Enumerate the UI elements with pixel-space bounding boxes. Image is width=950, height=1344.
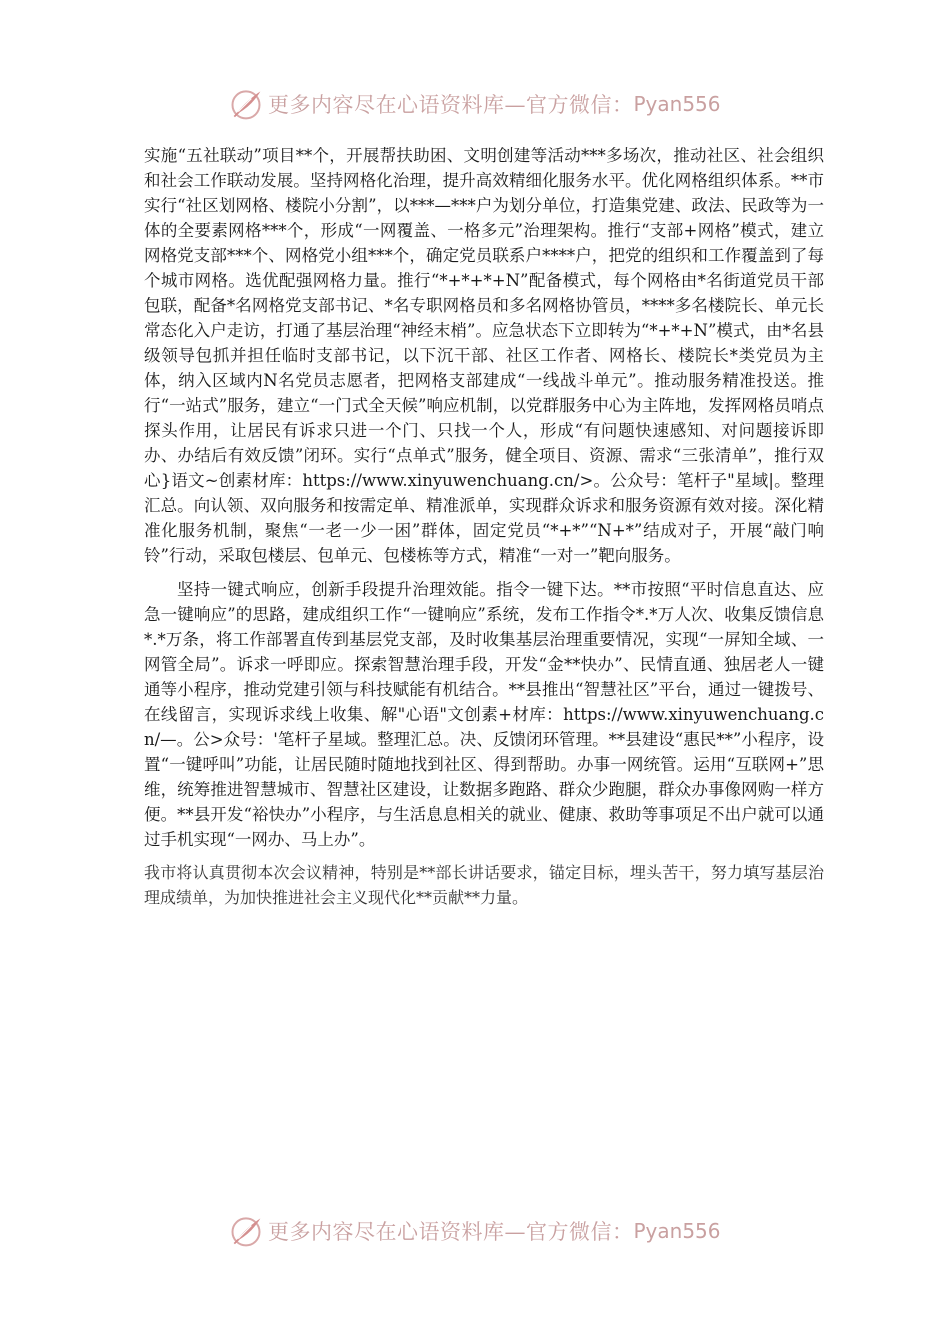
paragraph-1: 实施“五社联动”项目**个，开展帮扶助困、文明创建等活动***多场次，推动社区、社会组织和社会工作联动发展。坚持网格化治理，提升高效精细化服务水平。优化网格组织体系。**市实行“社区划网格、楼院小分割”，以***—***户为划分单位，打造集党建、政法、民政等为一体的全要素网格***个，形成“一网覆盖、一格多元”治理架构。推行“支部+网格”模式，建立网格党支部***个、网格党小组***个，确定党员联系户****户，把党的组织和工作覆盖到了每个城市网格。选优配强网格力量。推行“*+*+*+N”配备模式，每个网格由*名街道党员干部包联，配备*名网格党支部书记、*名专职网格员和多名网格协管员，****多名楼院长、单元长常态化入户走访，打通了基层治理“神经末梢”。应急状态下立即转为“*+*+N”模式，由*名县级领导包抓并担任临时支部书记，以下沉干部、社区工作者、网格长、楼院长*类党员为主体，纳入区域内N名党员志愿者，把网格支部建成“一线战斗单元”。推动服务精准投送。推行“一站式”服务，建立“一门式全天候”响应机制，以党群服务中心为主阵地，发挥网格员哨点探头作用，让居民有诉求只进一个门、只找一个人，形成“有问题快速感知、对问题接诉即办、办结后有效反馈”闭环。实行“点单式”服务，健全项目、资源、需求“三张清单”，推行双心}语文~创素材库：https://www.xinyuwenchuang.cn/>。公众号：笔杆子"星域|。整理汇总。向认领、双向服务和按需定单、精准派单，实现群众诉求和服务资源有效对接。深化精准化服务机制，聚焦“一老一少一困”群体，固定党员“*+*”“N+*”结成对子，开展“敲门响铃”行动，采取包楼层、包单元、包楼栋等方式，精准“一对一”靶向服务。 — [144, 146, 824, 565]
closing-paragraph: 我市将认真贯彻本次会议精神，特别是**部长讲话要求，锚定目标，埋头苦干，努力填写基层治理成绩单，为加快推进社会主义现代化**贡献**力量。 — [144, 863, 824, 907]
banner-wechat-id: Pyan556 — [633, 92, 721, 116]
banner-text: 更多内容尽在心语资料库—官方微信： — [268, 1220, 634, 1244]
document-body — [144, 143, 824, 910]
header-watermark-banner — [228, 84, 721, 124]
paragraph-2: 坚持一键式响应，创新手段提升治理效能。指令一键下达。**市按照“平时信息直达、应急一键响应”的思路，建成组织工作“一键响应”系统，发布工作指令*.*万人次、收集反馈信息*.*万条，将工作部署直传到基层党支部，及时收集基层治理重要情况，实现“一屏知全域、一网管全局”。诉求一呼即应。探索智慧治理手段，开发“金**快办”、民情直通、独居老人一键通等小程序，推动党建引领与科技赋能有机结合。**县推出“智慧社区”平台，通过一键拨号、在线留言，实现诉求线上收集、解"心语"文创素+材库：https://www.xinyuwenchuang.cn/—。公>众号：'笔杆子星域。整理汇总。决、反馈闭环管理。**县建设“惠民**”小程序，设置“一键呼叫”功能，让居民随时随地找到社区、得到帮助。办事一网统管。运用“互联网+”思维，统筹推进智慧城市、智慧社区建设，让数据多跑路、群众少跑腿，群众办事像网购一样方便。**县开发“裕快办”小程序，与生活息息相关的就业、健康、救助等事项足不出户就可以通过手机实现“一网办、马上办”。 — [144, 580, 824, 849]
quill-pen-logo-icon — [228, 86, 264, 122]
banner-wechat-id: Pyan556 — [633, 1219, 721, 1243]
banner-text: 更多内容尽在心语资料库—官方微信： — [268, 93, 634, 117]
quill-pen-logo-icon — [228, 1213, 264, 1249]
footer-watermark-banner — [228, 1211, 721, 1251]
